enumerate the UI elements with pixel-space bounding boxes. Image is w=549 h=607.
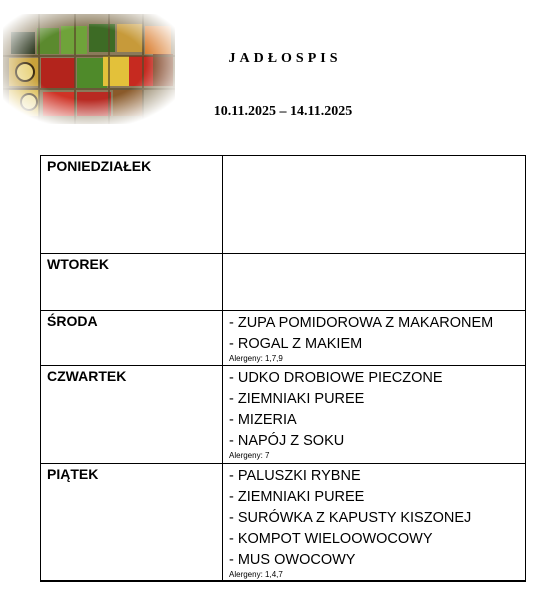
dish-item: - ZIEMNIAKI PUREE <box>229 489 365 505</box>
dishes-cell <box>223 254 526 311</box>
dish-item: - MIZERIA <box>229 412 297 428</box>
table-row <box>41 156 526 254</box>
day-label: CZWARTEK <box>41 366 223 464</box>
dishes-cell <box>223 464 526 582</box>
table-row <box>41 464 526 582</box>
menu-table <box>40 155 526 582</box>
dishes-cell <box>223 366 526 464</box>
dishes-cell <box>223 311 526 366</box>
allergens-note: Alergeny: 1,7,9 <box>229 354 283 363</box>
dish-item: - NAPÓJ Z SOKU <box>229 433 345 449</box>
day-label: ŚRODA <box>41 311 223 366</box>
dish-item: - SURÓWKA Z KAPUSTY KISZONEJ <box>229 510 472 526</box>
dish-item: - ZUPA POMIDOROWA Z MAKARONEM <box>229 315 494 331</box>
day-label: PIĄTEK <box>41 464 223 582</box>
allergens-note: Alergeny: 1,4,7 <box>229 570 283 579</box>
table-row <box>41 254 526 311</box>
dish-item: - MUS OWOCOWY <box>229 552 356 568</box>
table-row <box>41 311 526 366</box>
vegetable-market-photo <box>3 14 175 124</box>
allergens-note: Alergeny: 7 <box>229 451 270 460</box>
day-label: WTOREK <box>41 254 223 311</box>
day-label: PONIEDZIAŁEK <box>41 156 223 254</box>
table-row <box>41 366 526 464</box>
page-title: JADŁOSPIS <box>228 51 342 66</box>
dishes-cell <box>223 156 526 254</box>
dish-item: - ROGAL Z MAKIEM <box>229 336 363 352</box>
date-range: 10.11.2025 – 14.11.2025 <box>213 104 353 119</box>
dish-item: - PALUSZKI RYBNE <box>229 468 361 484</box>
dish-item: - KOMPOT WIELOOWOCOWY <box>229 531 433 547</box>
dish-item: - ZIEMNIAKI PUREE <box>229 391 365 407</box>
dish-item: - UDKO DROBIOWE PIECZONE <box>229 370 443 386</box>
